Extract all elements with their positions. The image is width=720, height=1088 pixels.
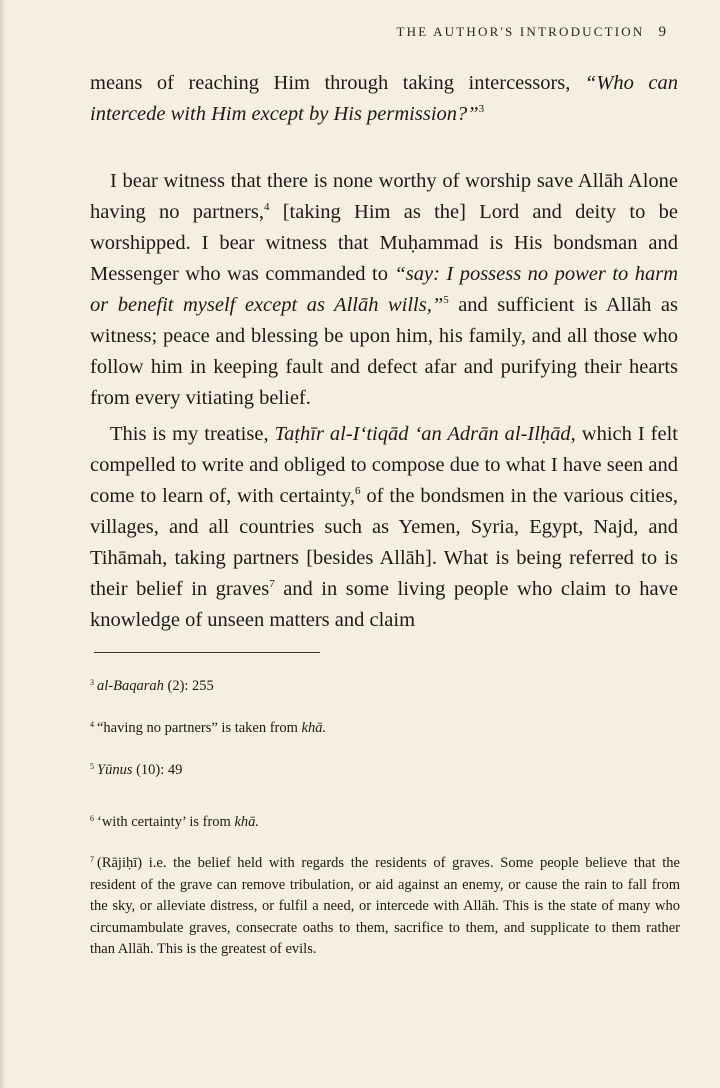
footnote-5 — [90, 760, 680, 781]
footnote-number: 6 — [90, 814, 94, 823]
footnote-4 — [90, 718, 680, 739]
quran-quote: “say: I possess no power to harm or benefit myself except as Allāh wills,” — [90, 263, 678, 316]
paragraph-text: I bear witness that there is none worthy of worship save Allāh Alone having no partners, — [90, 170, 678, 223]
footnote-ref: 7 — [269, 578, 275, 590]
treatise-title: Taṭhīr al-I‘tiqād ‘an Adrān al-Ilḥād — [274, 423, 571, 445]
footnote-6 — [90, 812, 680, 833]
paragraph-text: means of reaching Him through taking intercessors, — [90, 72, 585, 94]
footnote-text: “having no partners” is taken from — [97, 720, 302, 736]
footnote-number: 7 — [90, 855, 94, 864]
footnote-number: 3 — [90, 678, 94, 687]
footnote-ref: 6 — [355, 485, 361, 497]
body-paragraph-3 — [90, 419, 678, 636]
footnote-3 — [90, 676, 680, 697]
manuscript-ref: khā. — [234, 814, 260, 830]
surah-name: al-Baqarah — [97, 678, 164, 694]
footnote-divider — [94, 652, 320, 653]
paragraph-text: and sufficient is Allāh as witness; peace and blessing be upon him, his family, and all those who follow him in keeping fault and defect afar and purifying their hearts from every vitiating belief. — [90, 294, 678, 409]
body-paragraph-2 — [90, 166, 678, 414]
running-head — [396, 24, 666, 41]
running-head-title: THE AUTHOR'S INTRODUCTION — [396, 24, 645, 39]
footnote-number: 5 — [90, 762, 94, 771]
paragraph-text: , which I felt compelled to write and obliged to compose due to what I have seen and come to learn of, with certainty, — [90, 423, 678, 507]
paragraph-text: of the bondsmen in the various cities, villages, and all countries such as Yemen, Syria, Egypt, Najd, and Tihāmah, taking partners [besides Allāh]. What is being referred to is their belief in graves — [90, 485, 678, 600]
verse-ref: (10): 49 — [132, 762, 183, 778]
paragraph-text: and in some living people who claim to have knowledge of unseen matters and claim — [90, 578, 679, 631]
paragraph-text: This is my treatise, — [110, 423, 275, 445]
verse-ref: (2): 255 — [163, 678, 214, 694]
body-paragraph-1 — [90, 68, 678, 130]
footnote-text: ‘with certainty’ is from — [97, 814, 235, 830]
page-gutter-shadow — [0, 0, 6, 1088]
footnote-text: (Rājiḥī) i.e. the belief held with regards the residents of graves. Some people believe that the resident of the grave can remove tribulation, or aid against an enemy, or cause the rain to fall from the sky, or alleviate distress, or fulfil a need, or intercede with Allāh. This is the state of many who circumambulate graves, consecrate oaths to them, sacrifice to them, and supplicate to them rather than Allāh. This is the greatest of evils. — [90, 855, 680, 957]
footnote-number: 4 — [90, 720, 94, 729]
footnote-ref: 5 — [443, 294, 449, 306]
paragraph-text: [taking Him as the] Lord and deity to be worshipped. I bear witness that Muḥammad is His bondsman and Messenger who was commanded to — [90, 201, 678, 285]
quran-quote: “Who can intercede with Him except by His permission?” — [90, 72, 679, 125]
footnote-ref: 3 — [478, 103, 485, 115]
manuscript-ref: khā. — [301, 720, 327, 736]
page-number: 9 — [658, 24, 666, 40]
footnote-ref: 4 — [263, 201, 270, 213]
surah-name: Yūnus — [97, 762, 133, 778]
footnote-7 — [90, 853, 680, 961]
